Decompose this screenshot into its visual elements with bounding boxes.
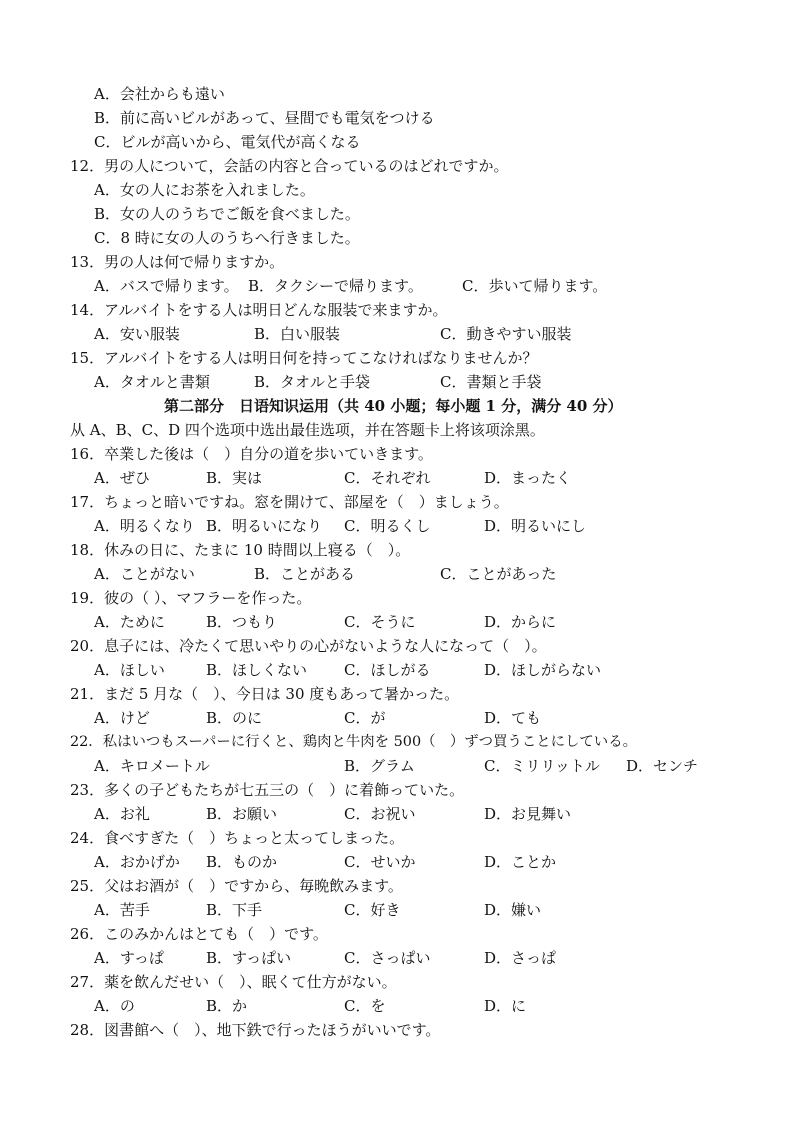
q27-option-c: C．を xyxy=(344,997,386,1015)
q16-option-c: C．それぞれ xyxy=(344,469,431,487)
q20-option-a: A．ほしい xyxy=(94,661,165,679)
q24-option-b: B．ものか xyxy=(206,853,278,871)
q14-option-a: A．安い服装 xyxy=(94,325,180,343)
q16-option-b: B．実は xyxy=(206,469,263,487)
q17-option-c: C．明るくし xyxy=(344,517,431,535)
q11-option-a: A．会社からも遠い xyxy=(94,85,225,103)
q12-option-c: C．8 時に女の人のうちへ行きました。 xyxy=(94,229,360,247)
q25-stem: 25．父はお酒が（ ）ですから、毎晩飲みます。 xyxy=(70,877,403,895)
q23-option-c: C．お祝い xyxy=(344,805,416,823)
q22-stem: 22．私はいつもスーパーに行くと、鶏肉と牛肉を 500（ ）ずつ買うことにしている。 xyxy=(70,734,637,750)
section-2-instruction: 从 A、B、C、D 四个选项中选出最佳选项，并在答题卡上将该项涂黑。 xyxy=(70,421,545,439)
q20-option-b: B．ほしくない xyxy=(206,661,308,679)
q12-stem: 12．男の人について，会話の内容と合っているのはどれですか。 xyxy=(70,157,509,175)
q14-option-c: C．動きやすい服装 xyxy=(440,325,572,343)
q25-option-b: B．下手 xyxy=(206,901,263,919)
q13-option-c: C．歩いて帰ります。 xyxy=(462,277,608,295)
q14-option-b: B．白い服装 xyxy=(254,325,341,343)
q23-stem: 23．多くの子どもたちが七五三の（ ）に着飾っていた。 xyxy=(70,781,465,799)
q12-option-a: A．女の人にお茶を入れました。 xyxy=(94,181,315,199)
q26-option-a: A．すっぱ xyxy=(94,949,164,967)
q22-option-c: C．ミリリットル xyxy=(484,757,600,775)
q26-option-d: D．さっぱ xyxy=(484,949,557,967)
q11-option-c: C．ビルが高いから、電気代が高くなる xyxy=(94,133,361,151)
q23-option-a: A．お礼 xyxy=(94,805,150,823)
q27-option-d: D．に xyxy=(484,997,527,1015)
q15-option-b: B．タオルと手袋 xyxy=(254,373,371,391)
q22-option-a: A．キロメートル xyxy=(94,757,210,775)
q16-stem: 16．卒業した後は（ ）自分の道を歩いていきます。 xyxy=(70,445,433,463)
q24-stem: 24．食べすぎた（ ）ちょっと太ってしまった。 xyxy=(70,829,405,847)
q26-option-b: B．すっぱい xyxy=(206,949,292,967)
q21-option-a: A．けど xyxy=(94,709,150,727)
q19-option-b: B．つもり xyxy=(206,613,278,631)
q19-option-c: C．そうに xyxy=(344,613,416,631)
q27-option-b: B．か xyxy=(206,997,248,1015)
q15-option-c: C．書類と手袋 xyxy=(440,373,542,391)
q20-option-c: C．ほしがる xyxy=(344,661,431,679)
q18-stem: 18．休みの日に、たまに 10 時間以上寝る（ ）。 xyxy=(70,541,411,559)
q22-option-d: D．センチ xyxy=(626,757,699,775)
q24-option-d: D．ことか xyxy=(484,853,557,871)
q13-option-b: B．タクシーで帰ります。 xyxy=(248,277,423,295)
q12-option-b: B．女の人のうちでご飯を食べました。 xyxy=(94,205,360,223)
q18-option-a: A．ことがない xyxy=(94,565,195,583)
q19-stem: 19．彼の（ ）、マフラーを作った。 xyxy=(70,589,312,607)
q24-option-c: C．せいか xyxy=(344,853,416,871)
q25-option-d: D．嫌い xyxy=(484,901,542,919)
q20-stem: 20．息子には、冷たくて思いやりの心がないような人になって（ ）。 xyxy=(70,637,547,655)
q23-option-d: D．お見舞い xyxy=(484,805,572,823)
section-2-title: 第二部分 日语知识运用（共 40 小题；每小题 1 分，满分 40 分） xyxy=(164,397,623,415)
q24-option-a: A．おかげか xyxy=(94,853,180,871)
q19-option-d: D．からに xyxy=(484,613,557,631)
q15-option-a: A．タオルと書類 xyxy=(94,373,210,391)
q18-option-c: C．ことがあった xyxy=(440,565,557,583)
q15-stem: 15．アルバイトをする人は明日何を持ってこなければなりませんか？ xyxy=(70,349,538,367)
q21-stem: 21．まだ 5 月な（ ）、今日は 30 度もあって暑かった。 xyxy=(70,685,460,703)
q19-option-a: A．ために xyxy=(94,613,165,631)
q14-stem: 14．アルバイトをする人は明日どんな服装で来ますか。 xyxy=(70,301,448,319)
q25-option-a: A．苦手 xyxy=(94,901,150,919)
q16-option-a: A．ぜひ xyxy=(94,469,150,487)
q16-option-d: D．まったく xyxy=(484,469,572,487)
q17-option-d: D．明るいにし xyxy=(484,517,587,535)
q26-option-c: C．さっぱい xyxy=(344,949,431,967)
q21-option-c: C．が xyxy=(344,709,386,727)
q20-option-d: D．ほしがらない xyxy=(484,661,602,679)
q13-stem: 13．男の人は何で帰りますか。 xyxy=(70,253,285,271)
q26-stem: 26．このみかんはとても（ ）です。 xyxy=(70,925,328,943)
q23-option-b: B．お願い xyxy=(206,805,278,823)
q13-option-a: A．バスで帰ります。 xyxy=(94,277,239,295)
q28-stem: 28．図書館へ（ ）、地下鉄で行ったほうがいいです。 xyxy=(70,1021,441,1039)
q17-option-b: B．明るいになり xyxy=(206,517,323,535)
q27-stem: 27．薬を飲んだせい（ ）、眠くて仕方がない。 xyxy=(70,973,397,991)
q27-option-a: A．の xyxy=(94,997,135,1015)
q11-option-b: B．前に高いビルがあって、昼間でも電気をつける xyxy=(94,109,435,127)
q18-option-b: B．ことがある xyxy=(254,565,356,583)
q17-option-a: A．明るくなり xyxy=(94,517,195,535)
q25-option-c: C．好き xyxy=(344,901,401,919)
q21-option-d: D．ても xyxy=(484,709,542,727)
q22-option-b: B．グラム xyxy=(344,757,415,775)
q21-option-b: B．のに xyxy=(206,709,263,727)
q17-stem: 17．ちょっと暗いですね。窓を開けて、部屋を（ ）ましょう。 xyxy=(70,493,509,511)
